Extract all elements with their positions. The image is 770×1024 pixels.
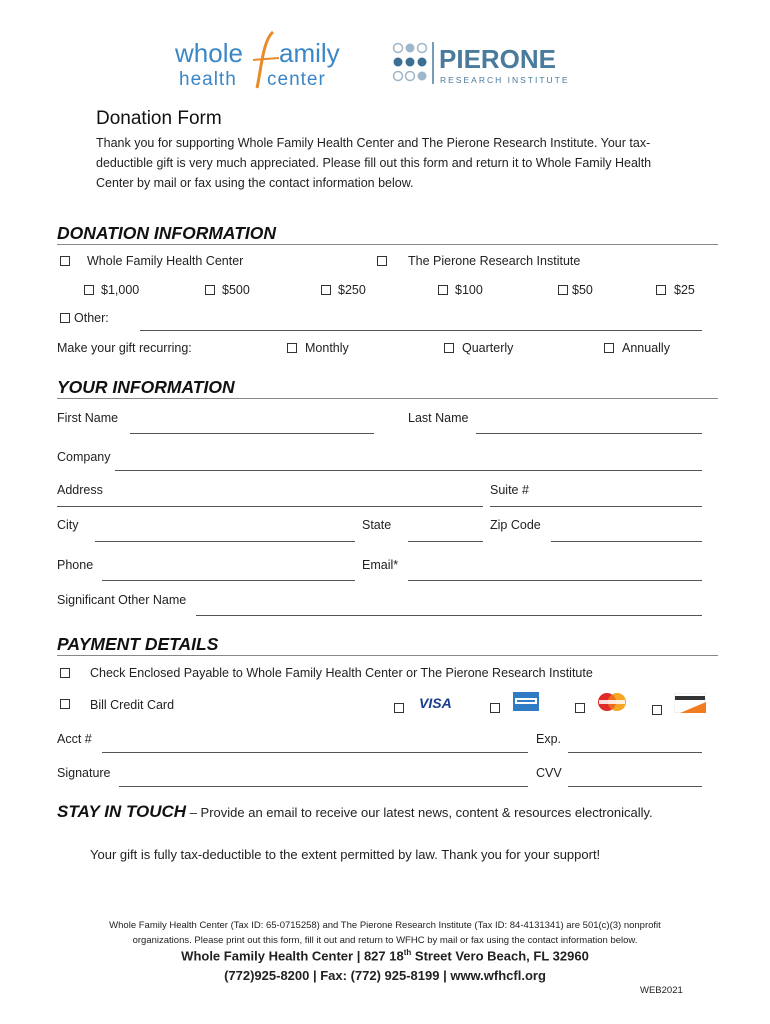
pierone-dots-icon (394, 44, 427, 81)
zip-field[interactable] (551, 541, 702, 542)
last-name-field[interactable] (476, 433, 702, 434)
amount-50-checkbox[interactable] (558, 285, 568, 295)
page-title: Donation Form (96, 108, 222, 129)
stay-text: – Provide an email to receive our latest news, content & resources electronically. (186, 805, 653, 820)
amex-checkbox[interactable] (490, 703, 500, 713)
first-name-label: First Name (57, 411, 119, 425)
discover-icon (674, 693, 706, 713)
mastercard-icon (596, 692, 628, 712)
amount-100-checkbox[interactable] (438, 285, 448, 295)
stay-heading: STAY IN TOUCH (57, 802, 187, 821)
first-name-field[interactable] (130, 433, 374, 434)
amount-50-label: $50 (572, 283, 593, 297)
amount-250-label: $250 (338, 283, 366, 297)
amount-25-checkbox[interactable] (656, 285, 666, 295)
mastercard-checkbox[interactable] (575, 703, 585, 713)
zip-label: Zip Code (490, 518, 541, 532)
recurring-label: Make your gift recurring: (57, 341, 192, 355)
payment-heading: PAYMENT DETAILS (57, 634, 219, 654)
check-enclosed-checkbox[interactable] (60, 668, 70, 678)
donation-rule (57, 244, 718, 245)
phone-field[interactable] (102, 580, 355, 581)
phone-label: Phone (57, 558, 94, 572)
form-code: WEB2021 (640, 985, 683, 996)
annually-checkbox[interactable] (604, 343, 614, 353)
org1-checkbox[interactable] (60, 256, 70, 266)
credit-card-label: Bill Credit Card (90, 698, 175, 712)
footer-legal-1: Whole Family Health Center (Tax ID: 65-0715258) and The Pierone Research Institute (Tax ID: 84-4131341) are 501(c)(3) nonprofit (109, 920, 661, 931)
svg-text:VISA: VISA (419, 695, 452, 711)
quarterly-label: Quarterly (462, 341, 514, 355)
significant-other-field[interactable] (196, 615, 702, 616)
suite-label: Suite # (490, 483, 529, 497)
amount-500-checkbox[interactable] (205, 285, 215, 295)
exp-field[interactable] (568, 752, 702, 753)
footer-address-pre: Whole Family Health Center | 827 18 (181, 948, 404, 964)
footer-address-post: Street Vero Beach, FL 32960 (411, 948, 589, 964)
suite-field[interactable] (490, 506, 702, 507)
wfhc-logo-health: health (179, 69, 237, 90)
city-label: City (57, 518, 79, 532)
wfhc-logo-whole: whole (175, 38, 243, 68)
amount-1000-checkbox[interactable] (84, 285, 94, 295)
your-info-heading: YOUR INFORMATION (57, 377, 235, 397)
cvv-field[interactable] (568, 786, 702, 787)
last-name-label: Last Name (408, 411, 469, 425)
wfhc-logo-center: center (267, 69, 326, 90)
monthly-label: Monthly (305, 341, 349, 355)
intro-line-3: Center by mail or fax using the contact information below. (96, 176, 414, 190)
amount-250-checkbox[interactable] (321, 285, 331, 295)
significant-other-label: Significant Other Name (57, 593, 187, 607)
org2-checkbox[interactable] (377, 256, 387, 266)
amount-1000-label: $1,000 (101, 283, 140, 297)
quarterly-checkbox[interactable] (444, 343, 454, 353)
pierone-logo (392, 38, 592, 90)
visa-checkbox[interactable] (394, 703, 404, 713)
address-field[interactable] (57, 506, 483, 507)
org1-label: Whole Family Health Center (87, 254, 244, 268)
other-checkbox[interactable] (60, 313, 70, 323)
acct-label: Acct # (57, 732, 92, 746)
annually-label: Annually (622, 341, 670, 355)
discover-checkbox[interactable] (652, 705, 662, 715)
footer-contact: (772)925-8200 | Fax: (772) 925-8199 | www.wfhcfl.org (224, 968, 546, 983)
other-label: Other: (74, 311, 109, 325)
exp-label: Exp. (536, 732, 562, 746)
other-amount-line[interactable] (140, 330, 702, 331)
footer-legal-2: organizations. Please print out this form, fill it out and return to WFHC by mail or fax using the contact information below. (132, 935, 638, 946)
credit-card-checkbox[interactable] (60, 699, 70, 709)
stay-in-touch (57, 802, 653, 822)
email-field[interactable] (408, 580, 702, 581)
city-field[interactable] (95, 541, 355, 542)
intro-text (96, 133, 651, 193)
check-enclosed-label: Check Enclosed Payable to Whole Family Health Center or The Pierone Research Institute (90, 666, 593, 680)
acct-field[interactable] (102, 752, 528, 753)
footer-address (0, 948, 770, 963)
org2-label: The Pierone Research Institute (408, 254, 581, 268)
pierone-name: PIERONE (439, 44, 557, 74)
amex-icon (513, 692, 539, 711)
intro-line-2: deductible gift is very much appreciated. Please fill out this form and return it to Whole Family Health (96, 156, 652, 170)
intro-line-1: Thank you for supporting Whole Family Health Center and The Pierone Research Institute. Your tax- (96, 136, 651, 150)
payment-rule (57, 655, 718, 656)
visa-icon (418, 694, 454, 712)
wfhc-logo-amily: amily (279, 38, 340, 68)
signature-label: Signature (57, 766, 111, 780)
donation-heading: DONATION INFORMATION (57, 223, 277, 243)
amount-25-label: $25 (674, 283, 695, 297)
your-info-rule (57, 398, 718, 399)
amount-500-label: $500 (222, 283, 250, 297)
state-label: State (362, 518, 392, 532)
company-label: Company (57, 450, 111, 464)
amount-100-label: $100 (455, 283, 483, 297)
tax-note: Your gift is fully tax-deductible to the extent permitted by law. Thank you for your support! (90, 847, 601, 862)
wfhc-logo (175, 30, 355, 92)
footer-address-sup: th (403, 948, 412, 957)
address-label: Address (57, 483, 103, 497)
email-label: Email* (362, 558, 399, 572)
state-field[interactable] (408, 541, 483, 542)
cvv-label: CVV (536, 766, 562, 780)
company-field[interactable] (115, 470, 702, 471)
monthly-checkbox[interactable] (287, 343, 297, 353)
signature-field[interactable] (119, 786, 528, 787)
pierone-sub: RESEARCH INSTITUTE (440, 75, 570, 85)
